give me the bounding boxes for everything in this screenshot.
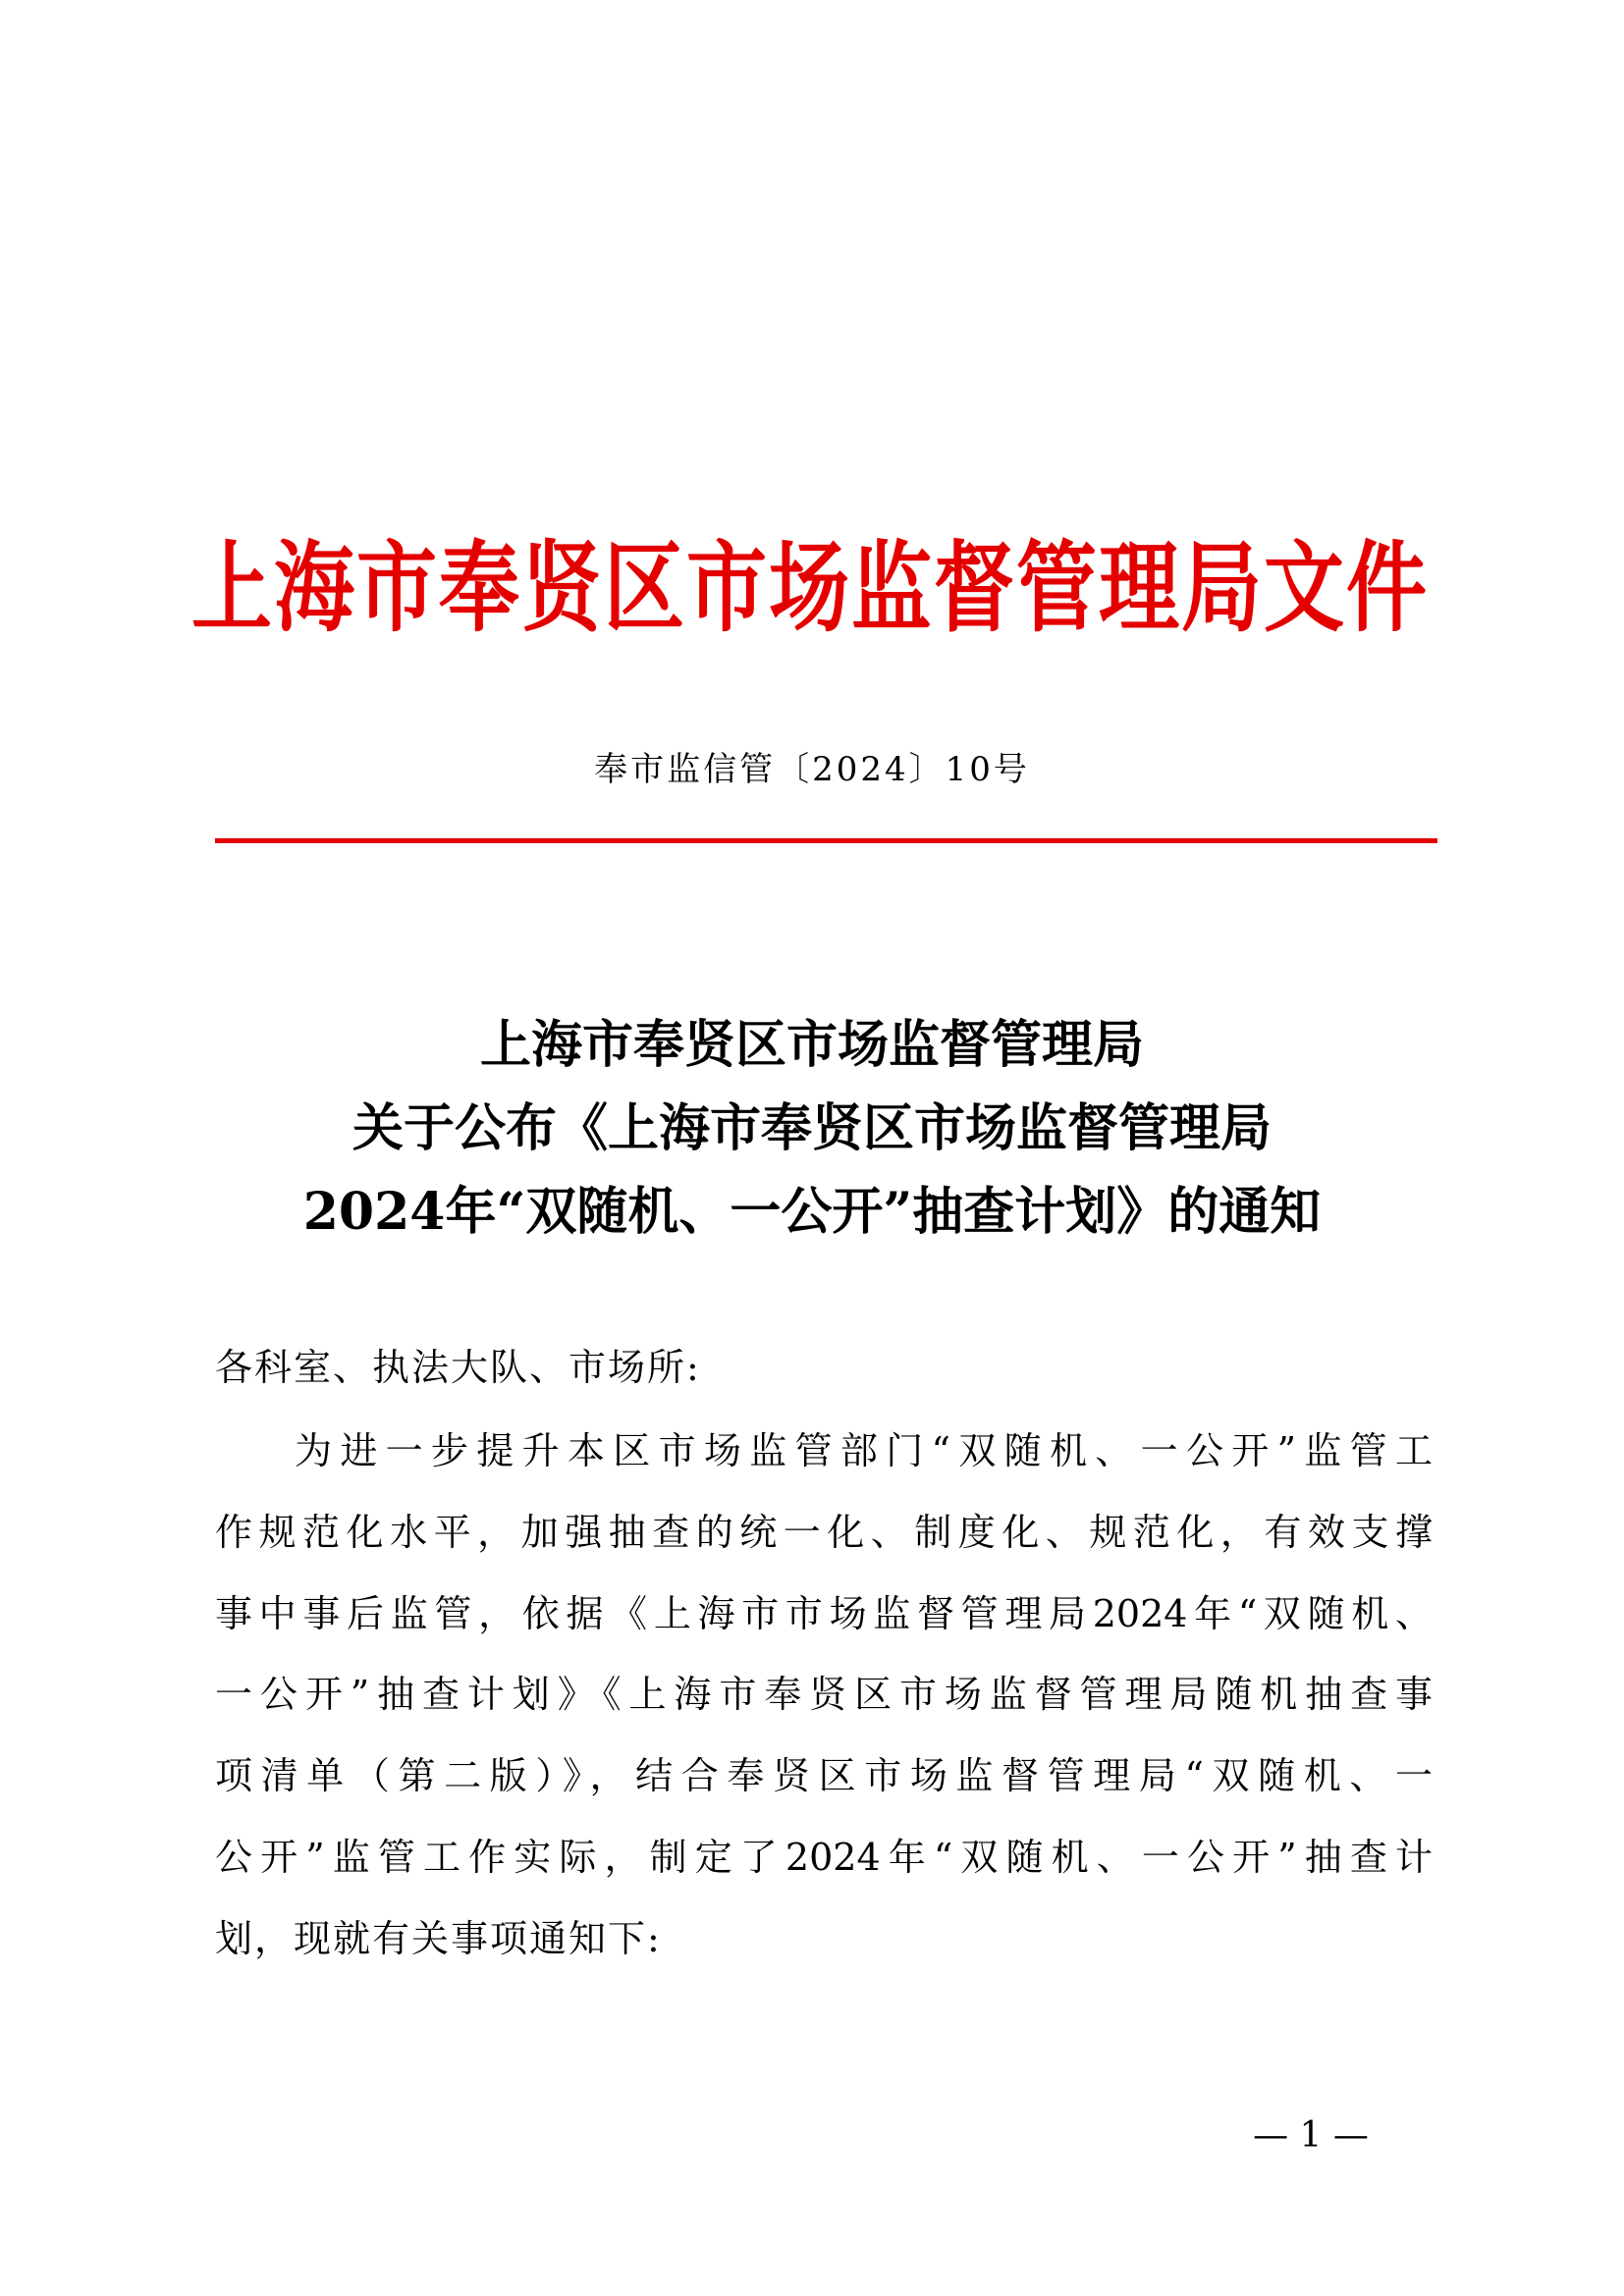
- body-text-line: 划，现就有关事项通知下:: [215, 1917, 662, 1960]
- body-text-line: 作规范化水平，加强抽查的统一化、制度化、规范化，有效支撑: [215, 1511, 1433, 1554]
- masthead-title: 上海市奉贤区市场监督管理局文件: [190, 530, 1429, 646]
- page-number: — 1 —: [1253, 2115, 1369, 2156]
- notice-title-line-3: 2024年“双随机、一公开”抽查计划》的通知: [302, 1182, 1322, 1242]
- body-text-line: 为进一步提升本区市场监管部门“双随机、一公开”监管工: [295, 1429, 1433, 1472]
- document-number: 奉市监信管〔2024〕10号: [594, 750, 1030, 789]
- addressee: 各科室、执法大队、市场所:: [215, 1346, 701, 1389]
- notice-title-line-1: 上海市奉贤区市场监督管理局: [479, 1015, 1144, 1075]
- red-divider-line: [215, 838, 1437, 843]
- body-text-line: 一公开”抽查计划》《上海市奉贤区市场监督管理局随机抽查事: [215, 1673, 1433, 1716]
- body-text-line: 事中事后监管，依据《上海市市场监督管理局2024年“双随机、: [215, 1592, 1433, 1635]
- body-text-line: 公开”监管工作实际，制定了2024年“双随机、一公开”抽查计: [215, 1836, 1433, 1879]
- body-text-line: 项清单（第二版）》，结合奉贤区市场监督管理局“双随机、一: [215, 1754, 1433, 1797]
- notice-title-line-2: 关于公布《上海市奉贤区市场监督管理局: [352, 1098, 1272, 1158]
